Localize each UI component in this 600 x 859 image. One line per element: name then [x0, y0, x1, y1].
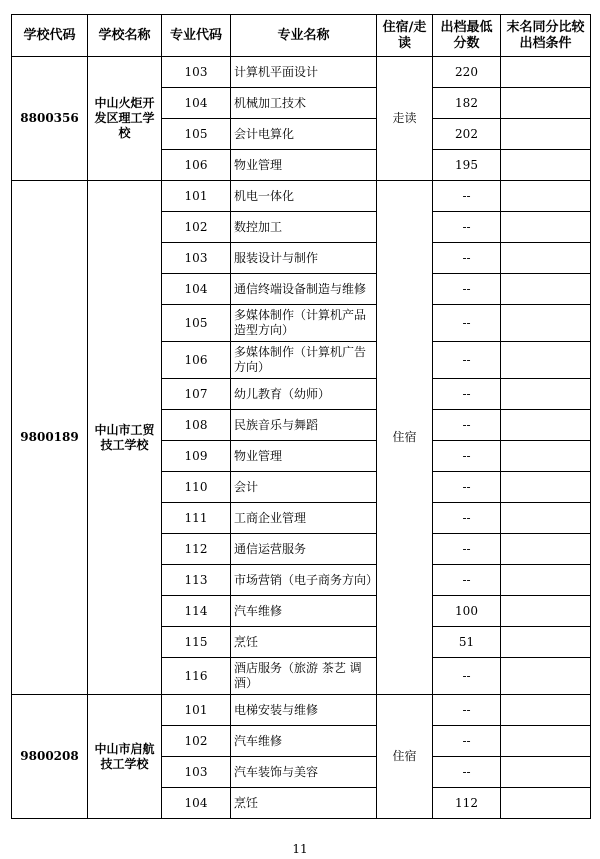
major-name: 会计电算化	[231, 119, 377, 150]
major-code: 112	[162, 534, 231, 565]
min-score: 112	[433, 788, 501, 819]
major-code: 103	[162, 57, 231, 88]
tie-rule	[501, 181, 591, 212]
min-score: --	[433, 305, 501, 342]
tie-rule	[501, 503, 591, 534]
major-code: 106	[162, 342, 231, 379]
table-row	[12, 181, 591, 212]
min-score: 220	[433, 57, 501, 88]
min-score: --	[433, 658, 501, 695]
major-name: 民族音乐与舞蹈	[231, 410, 377, 441]
major-code: 104	[162, 88, 231, 119]
major-code: 110	[162, 472, 231, 503]
min-score: --	[433, 243, 501, 274]
min-score: 195	[433, 150, 501, 181]
header-school-name: 学校名称	[88, 15, 162, 57]
stay-type: 住宿	[377, 695, 433, 819]
tie-rule	[501, 342, 591, 379]
min-score: --	[433, 410, 501, 441]
tie-rule	[501, 757, 591, 788]
min-score: --	[433, 503, 501, 534]
tie-rule	[501, 565, 591, 596]
tie-rule	[501, 119, 591, 150]
major-code: 113	[162, 565, 231, 596]
page-number: 11	[292, 842, 308, 856]
tie-rule	[501, 150, 591, 181]
tie-rule	[501, 305, 591, 342]
header-school-code: 学校代码	[12, 15, 88, 57]
major-name: 烹饪	[231, 788, 377, 819]
tie-rule	[501, 726, 591, 757]
admission-table	[11, 14, 591, 819]
stay-type: 走读	[377, 57, 433, 181]
min-score: 202	[433, 119, 501, 150]
major-name: 市场营销（电子商务方向）	[231, 565, 377, 596]
major-name: 计算机平面设计	[231, 57, 377, 88]
tie-rule	[501, 274, 591, 305]
min-score: --	[433, 472, 501, 503]
major-name: 多媒体制作（计算机广告方向）	[231, 342, 377, 379]
min-score: --	[433, 565, 501, 596]
tie-rule	[501, 441, 591, 472]
min-score: --	[433, 274, 501, 305]
major-name: 数控加工	[231, 212, 377, 243]
min-score: --	[433, 534, 501, 565]
tie-rule	[501, 410, 591, 441]
major-code: 108	[162, 410, 231, 441]
major-name: 工商企业管理	[231, 503, 377, 534]
min-score: 100	[433, 596, 501, 627]
school-code: 8800356	[12, 57, 88, 181]
table-row	[12, 57, 591, 88]
major-name: 物业管理	[231, 441, 377, 472]
major-name: 服装设计与制作	[231, 243, 377, 274]
table-row	[12, 695, 591, 726]
header-row	[12, 15, 591, 57]
major-name: 酒店服务（旅游 茶艺 调酒）	[231, 658, 377, 695]
school-code: 9800189	[12, 181, 88, 695]
school-name: 中山市工贸技工学校	[88, 181, 162, 695]
major-code: 101	[162, 695, 231, 726]
major-name: 汽车维修	[231, 726, 377, 757]
major-name: 物业管理	[231, 150, 377, 181]
header-major-code: 专业代码	[162, 15, 231, 57]
header-tie-rule: 末名同分比较出档条件	[501, 15, 591, 57]
major-code: 105	[162, 305, 231, 342]
major-code: 103	[162, 243, 231, 274]
min-score: --	[433, 379, 501, 410]
major-name: 烹饪	[231, 627, 377, 658]
tie-rule	[501, 658, 591, 695]
tie-rule	[501, 788, 591, 819]
header-major-name: 专业名称	[231, 15, 377, 57]
tie-rule	[501, 212, 591, 243]
major-code: 111	[162, 503, 231, 534]
major-name: 电梯安装与维修	[231, 695, 377, 726]
major-name: 汽车装饰与美容	[231, 757, 377, 788]
tie-rule	[501, 695, 591, 726]
tie-rule	[501, 379, 591, 410]
major-code: 105	[162, 119, 231, 150]
major-name: 机电一体化	[231, 181, 377, 212]
tie-rule	[501, 472, 591, 503]
tie-rule	[501, 596, 591, 627]
header-stay: 住宿/走读	[377, 15, 433, 57]
min-score: --	[433, 726, 501, 757]
min-score: --	[433, 181, 501, 212]
major-name: 汽车维修	[231, 596, 377, 627]
major-code: 103	[162, 757, 231, 788]
min-score: --	[433, 757, 501, 788]
major-name: 机械加工技术	[231, 88, 377, 119]
major-name: 通信终端设备制造与维修	[231, 274, 377, 305]
tie-rule	[501, 57, 591, 88]
major-name: 通信运营服务	[231, 534, 377, 565]
min-score: --	[433, 342, 501, 379]
major-code: 102	[162, 212, 231, 243]
major-code: 102	[162, 726, 231, 757]
min-score: 51	[433, 627, 501, 658]
major-code: 107	[162, 379, 231, 410]
school-name: 中山市启航技工学校	[88, 695, 162, 819]
major-code: 104	[162, 788, 231, 819]
major-code: 109	[162, 441, 231, 472]
tie-rule	[501, 243, 591, 274]
min-score: --	[433, 212, 501, 243]
major-code: 114	[162, 596, 231, 627]
major-code: 116	[162, 658, 231, 695]
tie-rule	[501, 534, 591, 565]
min-score: --	[433, 695, 501, 726]
header-min-score: 出档最低分数	[433, 15, 501, 57]
min-score: --	[433, 441, 501, 472]
major-name: 会计	[231, 472, 377, 503]
major-code: 106	[162, 150, 231, 181]
major-name: 幼儿教育（幼师）	[231, 379, 377, 410]
min-score: 182	[433, 88, 501, 119]
tie-rule	[501, 88, 591, 119]
major-code: 115	[162, 627, 231, 658]
major-code: 101	[162, 181, 231, 212]
major-name: 多媒体制作（计算机产品造型方向）	[231, 305, 377, 342]
school-code: 9800208	[12, 695, 88, 819]
stay-type: 住宿	[377, 181, 433, 695]
tie-rule	[501, 627, 591, 658]
school-name: 中山火炬开发区理工学校	[88, 57, 162, 181]
major-code: 104	[162, 274, 231, 305]
